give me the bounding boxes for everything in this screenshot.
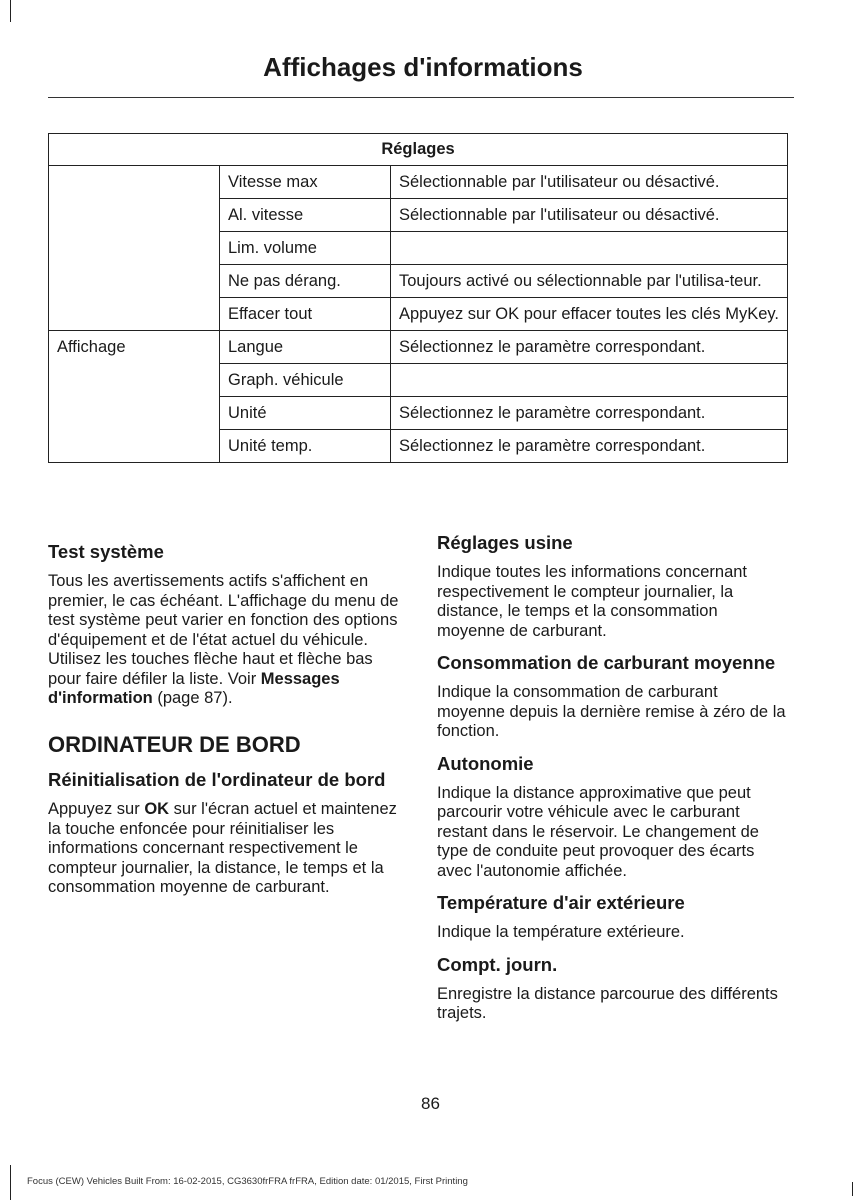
test-text: Tous les avertissements actifs s'affichent en premier, le cas échéant. L'affichage du menu de test système peut varier en fonction des options d'équipement et de l'état actuel du véhicule. Utilisez les touches flèche haut et flèche bas pour faire défiler la liste. Voir Messages d'information (page 87). xyxy=(48,572,399,707)
section-text: Indique la consommation de carburant moyenne depuis la dernière remise à zéro de la fonction. xyxy=(437,683,786,740)
section-text: Indique toutes les informations concernant respectivement le compteur journalier, la distance, le temps et la consommation moyenne de carburant. xyxy=(437,563,748,640)
group-cell xyxy=(49,298,220,331)
reset-text: Appuyez sur OK sur l'écran actuel et maintenez la touche enfoncée pour réinitialiser les informations concernant respectivement le compteur journalier, la distance, le temps et la consommation moyenne de carburant. xyxy=(48,800,397,896)
table-row xyxy=(49,397,788,430)
table-row xyxy=(49,199,788,232)
table-row xyxy=(49,364,788,397)
item-cell: Vitesse max xyxy=(220,166,391,199)
group-cell xyxy=(49,364,220,397)
table-row xyxy=(49,298,788,331)
table-row xyxy=(49,265,788,298)
section-heading: Réglages usine xyxy=(437,532,573,553)
table-heading: Réglages xyxy=(49,134,788,166)
section-heading: Autonomie xyxy=(437,752,534,774)
table-row xyxy=(49,232,788,265)
description-cell: Appuyez sur OK pour effacer toutes les clés MyKey. xyxy=(391,298,788,331)
table-row xyxy=(49,430,788,463)
description-cell xyxy=(391,364,788,397)
messages-link[interactable]: Messages d'information xyxy=(48,669,340,707)
item-cell: Unité xyxy=(220,397,391,430)
left-column xyxy=(48,530,400,906)
right-column xyxy=(437,521,789,1032)
section-text: Indique la température extérieure. xyxy=(437,923,685,941)
crop-mark xyxy=(852,1182,853,1196)
section-heading: Consommation de carburant moyenne xyxy=(437,652,776,673)
table-row xyxy=(49,166,788,199)
description-cell: Sélectionnable par l'utilisateur ou désactivé. xyxy=(391,166,788,199)
item-cell: Graph. véhicule xyxy=(220,364,391,397)
item-cell: Langue xyxy=(220,331,391,364)
description-cell: Sélectionnez le paramètre correspondant. xyxy=(391,430,788,463)
crop-mark xyxy=(10,1165,11,1200)
section-heading: Compt. journ. xyxy=(437,953,558,975)
group-cell xyxy=(49,199,220,232)
settings-table xyxy=(48,133,788,463)
reset-heading: Réinitialisation de l'ordinateur de bord xyxy=(48,769,386,790)
section-text: Enregistre la distance parcourue des différents trajets. xyxy=(437,984,778,1022)
section-text: Indique la distance approximative que peut parcourir votre véhicule avec le carburant restant dans le réservoir. Le changement de type de conduite peut provoquer des écarts avec l'autonomie affichée. xyxy=(437,783,759,880)
group-cell xyxy=(49,232,220,265)
crop-mark xyxy=(10,0,11,22)
table-row xyxy=(49,331,788,364)
description-cell: Sélectionnez le paramètre correspondant. xyxy=(391,397,788,430)
section-heading: Température d'air extérieure xyxy=(437,892,685,913)
section-heading: ORDINATEUR DE BORD xyxy=(48,731,301,757)
item-cell: Ne pas dérang. xyxy=(220,265,391,298)
group-cell xyxy=(49,166,220,199)
group-cell xyxy=(49,430,220,463)
title-divider xyxy=(48,97,794,98)
item-cell: Unité temp. xyxy=(220,430,391,463)
item-cell: Al. vitesse xyxy=(220,199,391,232)
item-cell: Effacer tout xyxy=(220,298,391,331)
group-cell xyxy=(49,397,220,430)
test-heading: Test système xyxy=(48,541,164,562)
item-cell: Lim. volume xyxy=(220,232,391,265)
page-number: 86 xyxy=(421,1094,440,1113)
page-title: Affichages d'informations xyxy=(263,52,583,82)
description-cell: Sélectionnable par l'utilisateur ou désactivé. xyxy=(391,199,788,232)
group-cell: Affichage xyxy=(49,331,220,364)
group-cell xyxy=(49,265,220,298)
footer: Focus (CEW) Vehicles Built From: 16-02-2015, CG3630frFRA frFRA, Edition date: 01/2015, First Printing xyxy=(27,1176,468,1187)
description-cell: Sélectionnez le paramètre correspondant. xyxy=(391,331,788,364)
description-cell xyxy=(391,232,788,265)
description-cell: Toujours activé ou sélectionnable par l'utilisa-teur. xyxy=(391,265,788,298)
